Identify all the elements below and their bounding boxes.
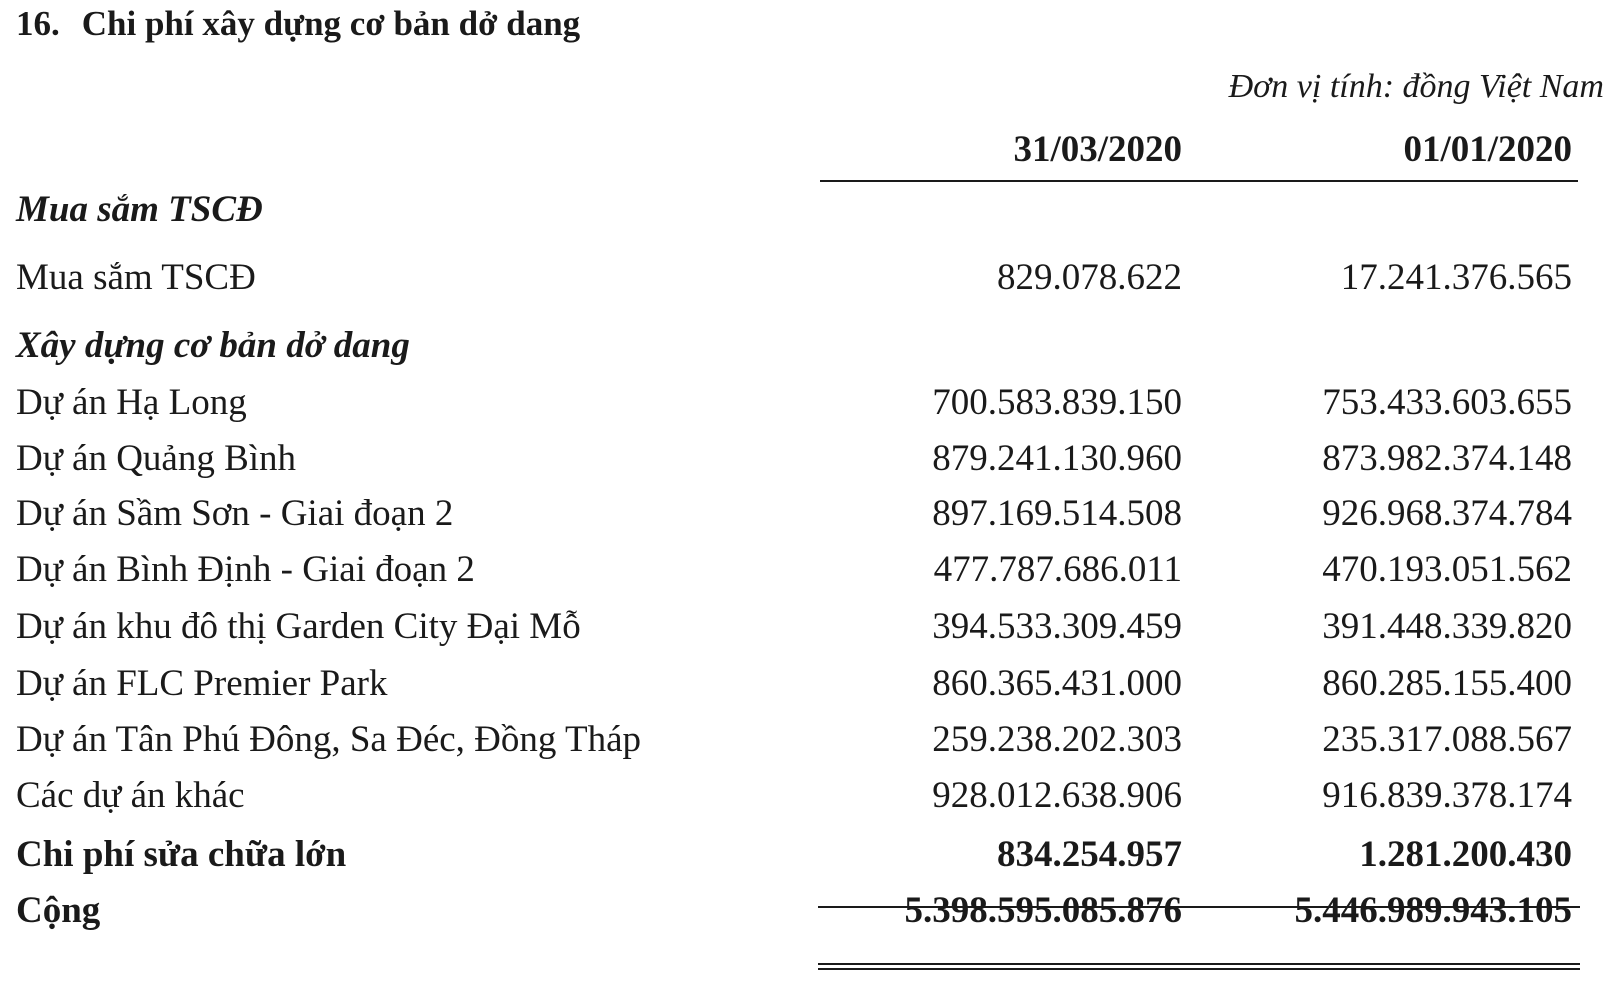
table-row: [0, 774, 1604, 820]
table-row: [0, 437, 1604, 483]
column-header-period-end: 31/03/2020: [1013, 129, 1182, 170]
total-double-rule-top: [818, 963, 1580, 965]
value-period-start: 1.281.200.430: [1359, 834, 1572, 875]
table-row: [0, 605, 1604, 651]
table-row: [0, 718, 1604, 764]
total-top-rule: [818, 906, 1580, 908]
value-period-start: 470.193.051.562: [1322, 549, 1572, 590]
value-period-end: 259.238.202.303: [932, 719, 1182, 760]
note-number: 16.: [16, 4, 60, 43]
value-period-start: 926.968.374.784: [1322, 493, 1572, 534]
value-period-start: 235.317.088.567: [1322, 719, 1572, 760]
value-period-start: 5.446.989.943.105: [1294, 890, 1572, 931]
table-row: [0, 833, 1604, 879]
value-period-end: 879.241.130.960: [932, 438, 1182, 479]
value-period-end: 897.169.514.508: [932, 493, 1182, 534]
table-row: [0, 256, 1604, 302]
value-period-end: 834.254.957: [997, 834, 1182, 875]
value-period-end: 5.398.595.085.876: [904, 890, 1182, 931]
value-period-end: 394.533.309.459: [932, 606, 1182, 647]
header-underline: [820, 180, 1578, 182]
note-title: Chi phí xây dựng cơ bản dở dang: [81, 4, 581, 43]
value-period-start: 753.433.603.655: [1322, 382, 1572, 423]
value-period-start: 17.241.376.565: [1340, 257, 1572, 298]
total-row: [0, 889, 1604, 935]
value-period-end: 477.787.686.011: [933, 549, 1182, 590]
value-period-start: 873.982.374.148: [1322, 438, 1572, 479]
row-label: Dự án Quảng Bình: [16, 438, 297, 479]
value-period-end: 928.012.638.906: [932, 775, 1182, 816]
value-period-end: 829.078.622: [997, 257, 1182, 298]
row-label: Cộng: [16, 890, 101, 931]
row-label: Dự án Hạ Long: [16, 382, 247, 423]
row-label: Dự án Tân Phú Đông, Sa Đéc, Đồng Tháp: [16, 719, 641, 760]
unit-note: Đơn vị tính: đồng Việt Nam: [1228, 68, 1604, 105]
value-period-end: 700.583.839.150: [932, 382, 1182, 423]
row-label: Chi phí sửa chữa lớn: [16, 834, 347, 875]
row-label: Các dự án khác: [16, 775, 245, 816]
row-label: Dự án Bình Định - Giai đoạn 2: [16, 549, 475, 590]
row-label: Dự án Sầm Sơn - Giai đoạn 2: [16, 493, 454, 534]
note-heading: [16, 4, 580, 44]
value-period-start: 391.448.339.820: [1322, 606, 1572, 647]
row-label: Mua sắm TSCĐ: [16, 257, 256, 298]
table-row: [0, 662, 1604, 708]
column-header-period-start: 01/01/2020: [1403, 129, 1572, 170]
row-label: Xây dựng cơ bản dở dang: [16, 325, 410, 366]
total-double-rule-bottom: [818, 968, 1580, 970]
section-row: [0, 188, 1604, 234]
table-row: [0, 492, 1604, 538]
section-row: [0, 324, 1604, 370]
value-period-start: 860.285.155.400: [1322, 663, 1572, 704]
row-label: Dự án FLC Premier Park: [16, 663, 388, 704]
row-label: Mua sắm TSCĐ: [16, 189, 263, 230]
table-row: [0, 381, 1604, 427]
row-label: Dự án khu đô thị Garden City Đại Mỗ: [16, 606, 581, 647]
value-period-end: 860.365.431.000: [932, 663, 1182, 704]
value-period-start: 916.839.378.174: [1322, 775, 1572, 816]
table-row: [0, 548, 1604, 594]
